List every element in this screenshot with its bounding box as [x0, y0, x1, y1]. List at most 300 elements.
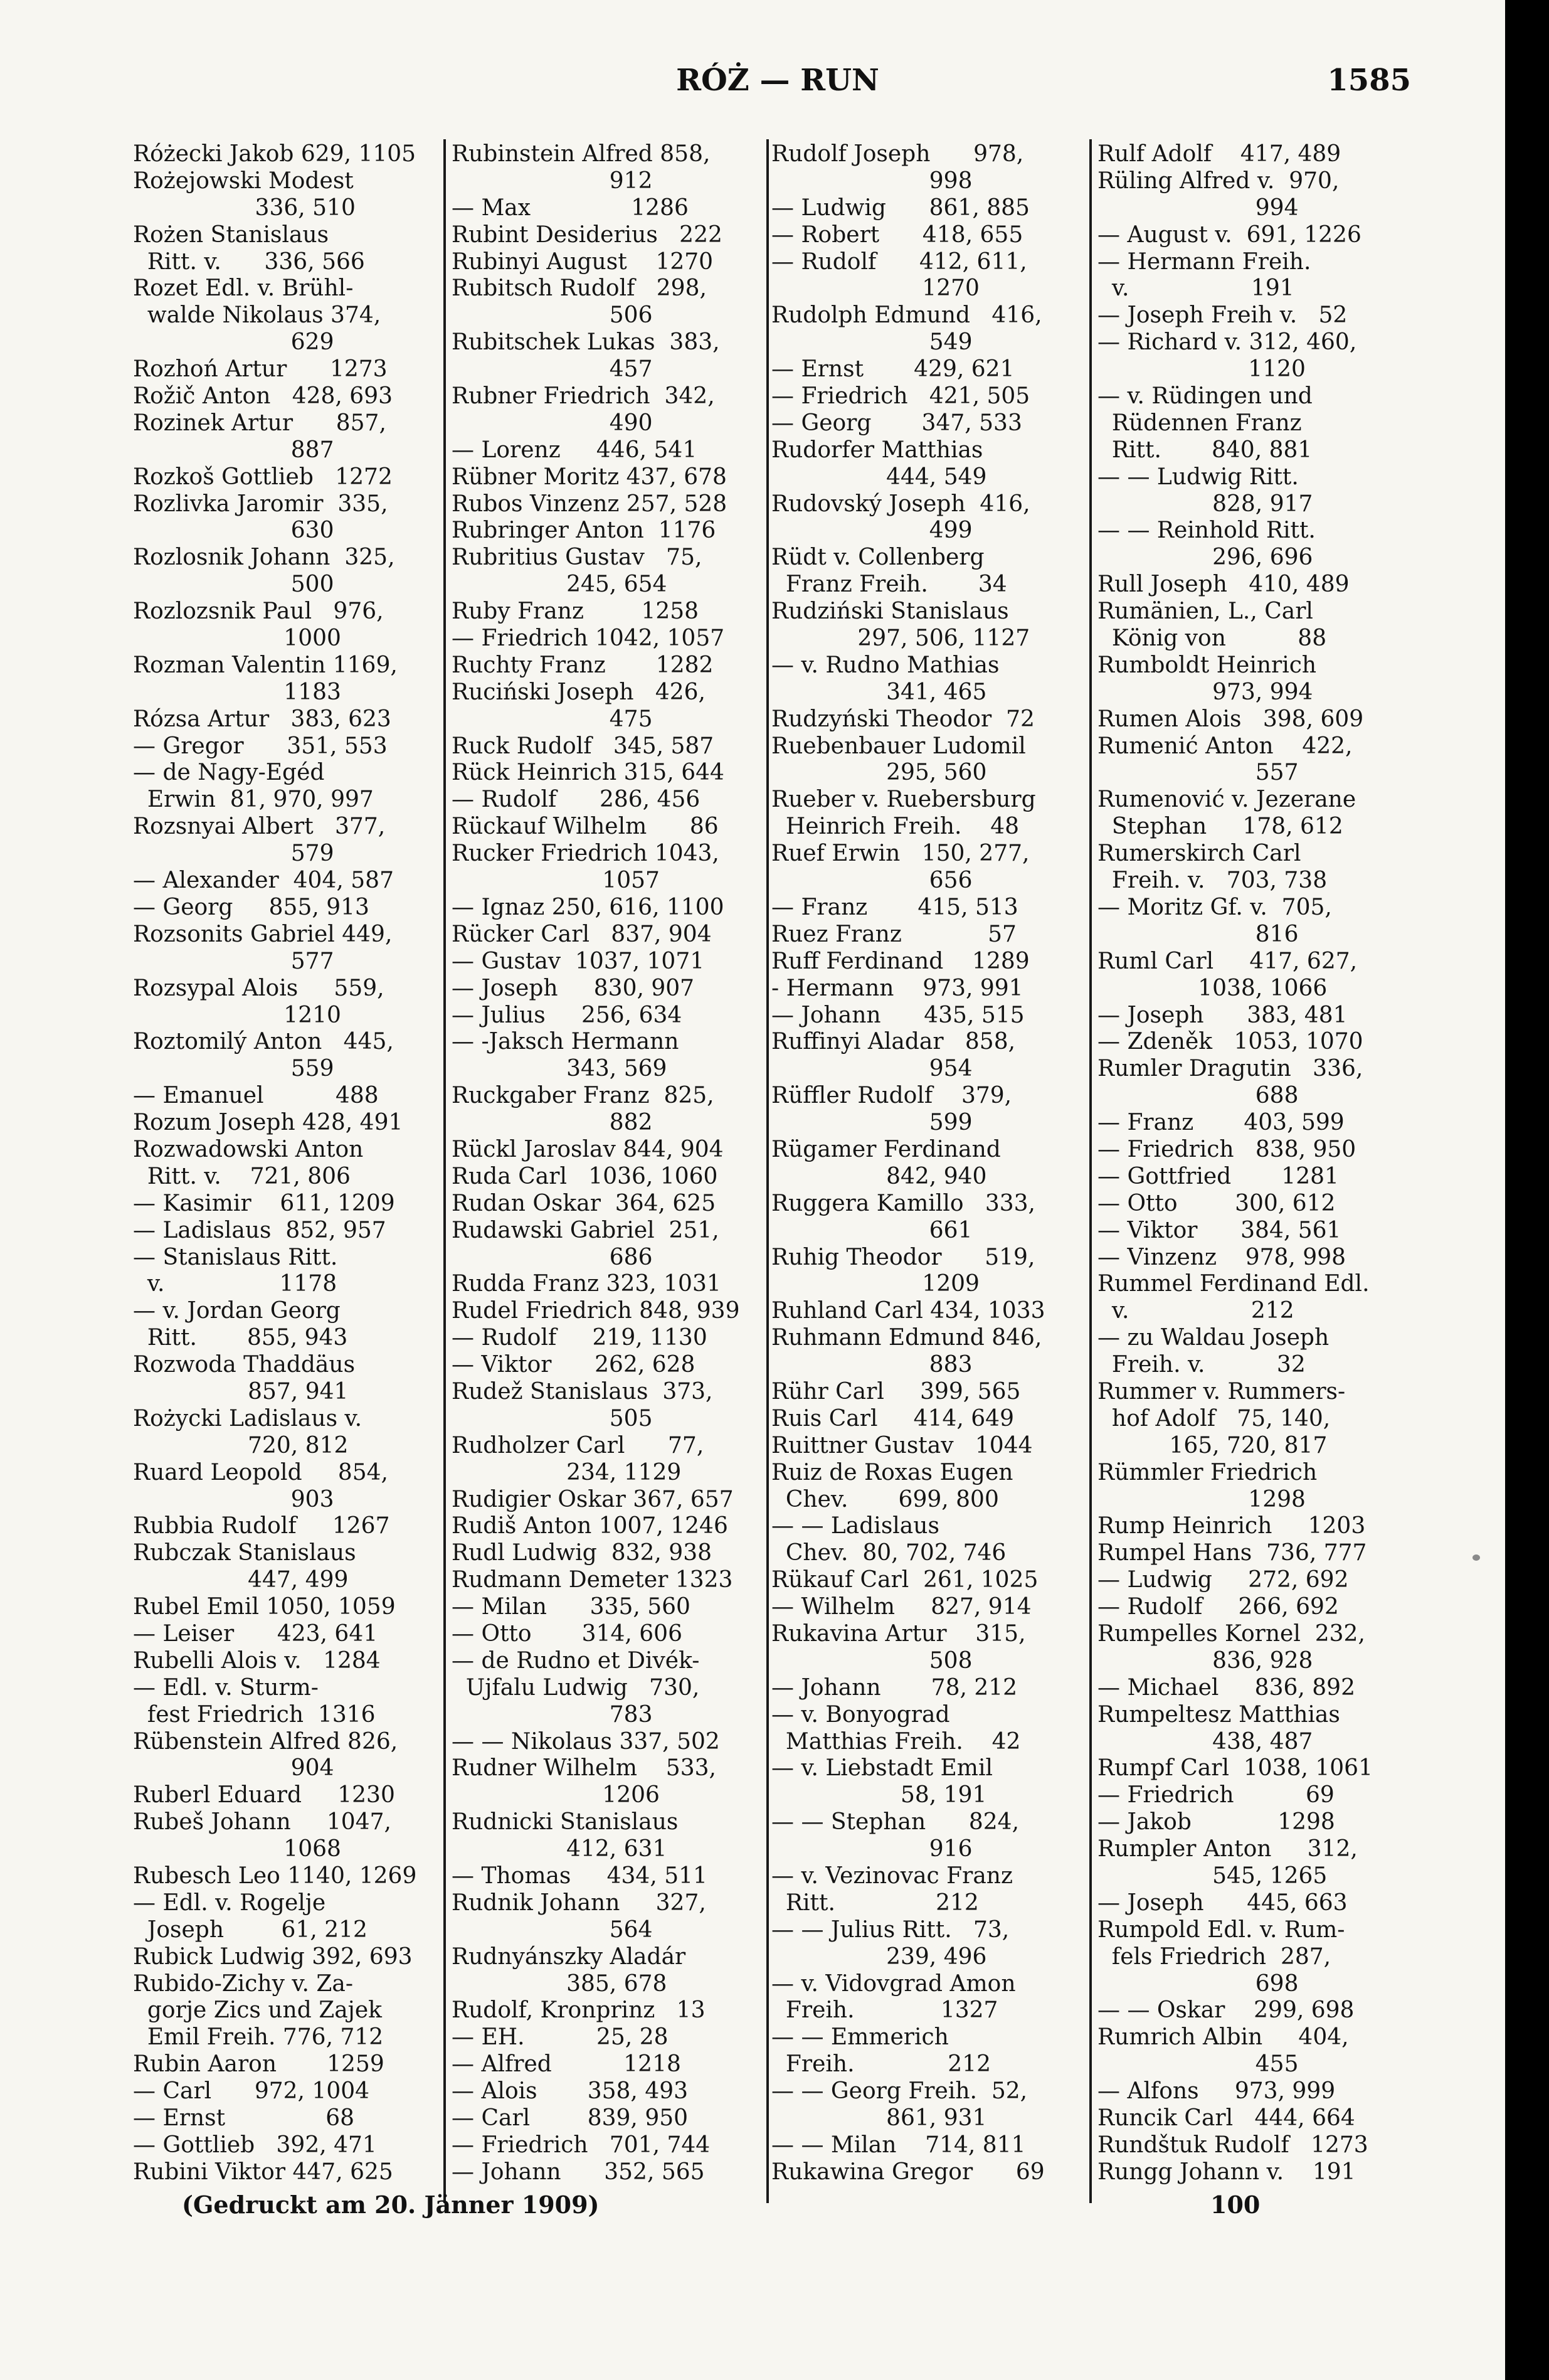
index-entry-line: Rumrich Albin 404,: [1097, 2024, 1349, 2051]
index-entry-line: — Alfons 973, 999: [1097, 2078, 1336, 2105]
index-entry-line: — Michael 836, 892: [1097, 1674, 1355, 1701]
index-entry-line: 903: [133, 1486, 334, 1512]
index-entry-line: Rudež Stanislaus 373,: [452, 1378, 713, 1405]
index-entry-line: Rühr Carl 399, 565: [771, 1378, 1021, 1405]
index-entry-line: Rumler Dragutin 336,: [1097, 1056, 1363, 1082]
index-entry-line: — Franz 403, 599: [1097, 1110, 1345, 1136]
index-entry-line: 836, 928: [1097, 1647, 1313, 1674]
index-entry-line: Rumpelles Kornel 232,: [1097, 1620, 1365, 1647]
index-entry-line: — Gregor 351, 553: [133, 733, 388, 759]
index-entry-line: — Ludwig 272, 692: [1097, 1567, 1349, 1593]
index-entry-line: — Friedrich 421, 505: [771, 383, 1030, 410]
index-entry-line: Ruis Carl 414, 649: [771, 1405, 1014, 1432]
index-entry-line: Rozhoń Artur 1273: [133, 356, 388, 383]
index-entry-line: Rudolph Edmund 416,: [771, 302, 1042, 329]
index-entry-line: Ruchty Franz 1282: [452, 652, 714, 678]
index-entry-line: Rügamer Ferdinand: [771, 1136, 1001, 1162]
index-entry-line: Ruard Leopold 854,: [133, 1459, 388, 1485]
index-entry-line: — Friedrich 701, 744: [452, 2132, 711, 2158]
index-entry-line: 549: [771, 329, 973, 356]
index-entry-line: 656: [771, 868, 973, 894]
index-entry-line: Rozinek Artur 857,: [133, 410, 386, 436]
index-entry-line: Rüdennen Franz: [1097, 410, 1302, 436]
index-entry-line: Rubint Desiderius 222: [452, 221, 722, 248]
index-entry-line: Rundštuk Rudolf 1273: [1097, 2132, 1368, 2158]
index-entry-line: — Ernst 429, 621: [771, 356, 1015, 383]
index-entry-line: v. 212: [1097, 1298, 1294, 1324]
index-entry-line: Rubbia Rudolf 1267: [133, 1513, 390, 1539]
index-entry-line: Ujfalu Ludwig 730,: [452, 1674, 700, 1701]
index-entry-line: 444, 549: [771, 464, 987, 490]
index-entry-line: Rumerskirch Carl: [1097, 841, 1301, 867]
index-entry-line: — Joseph 830, 907: [452, 975, 695, 1001]
index-entry-line: 412, 631: [452, 1836, 667, 1862]
index-entry-line: Rudel Friedrich 848, 939: [452, 1298, 740, 1324]
index-entry-line: Rücker Carl 837, 904: [452, 921, 712, 947]
index-entry-line: 882: [452, 1110, 653, 1136]
index-entry-line: Różecki Jakob 629, 1105: [133, 141, 416, 167]
index-entry-line: Ruff Ferdinand 1289: [771, 948, 1030, 974]
index-entry-line: Freih. 1327: [771, 1997, 998, 2024]
index-entry-line: 1068: [133, 1836, 341, 1862]
index-entry-line: 661: [771, 1217, 973, 1243]
index-entry-line: Joseph 61, 212: [133, 1916, 367, 1943]
index-entry-line: — v. Liebstadt Emil: [771, 1755, 993, 1782]
index-entry-line: Rudawski Gabriel 251,: [452, 1217, 719, 1243]
index-entry-line: — Friedrich 69: [1097, 1782, 1335, 1809]
index-entry-line: 165, 720, 817: [1097, 1432, 1328, 1458]
index-entry-line: — Viktor 262, 628: [452, 1352, 695, 1378]
index-entry-line: 245, 654: [452, 571, 667, 598]
index-entry-line: Rozman Valentin 1169,: [133, 652, 398, 678]
index-entry-line: — Gottlieb 392, 471: [133, 2132, 377, 2158]
index-entry-line: 1210: [133, 1002, 341, 1028]
index-entry-line: 1183: [133, 679, 341, 705]
index-column-1: [133, 141, 457, 2202]
index-entry-line: — Georg 855, 913: [133, 894, 369, 920]
index-entry-line: — — Ludwig Ritt.: [1097, 464, 1299, 490]
index-entry-line: Rukavina Artur 315,: [771, 1620, 1026, 1647]
index-entry-line: — Franz 415, 513: [771, 894, 1018, 920]
index-entry-line: Ritt. 855, 943: [133, 1325, 348, 1351]
index-entry-line: Rübenstein Alfred 826,: [133, 1728, 398, 1755]
index-entry-line: Rožič Anton 428, 693: [133, 383, 393, 410]
index-entry-line: 816: [1097, 921, 1299, 947]
index-entry-line: Rozsnyai Albert 377,: [133, 814, 386, 840]
index-entry-line: Ritt. 840, 881: [1097, 437, 1313, 463]
index-entry-line: 1209: [771, 1271, 980, 1297]
index-entry-line: Rozsypal Alois 559,: [133, 975, 384, 1001]
index-entry-line: Rubner Friedrich 342,: [452, 383, 715, 410]
index-entry-line: Rudnicki Stanislaus: [452, 1809, 679, 1835]
print-date-note: (Gedruckt am 20. Jänner 1909): [182, 2191, 600, 2219]
index-entry-line: walde Nikolaus 374,: [133, 302, 381, 329]
index-entry-line: Ruml Carl 417, 627,: [1097, 948, 1358, 974]
index-entry-line: 475: [452, 706, 653, 732]
index-entry-line: Rubin Aaron 1259: [133, 2051, 384, 2078]
index-entry-line: Rudan Oskar 364, 625: [452, 1190, 716, 1216]
index-entry-line: Rozsonits Gabriel 449,: [133, 921, 393, 947]
index-entry-line: 564: [452, 1916, 653, 1943]
index-entry-line: Rumpler Anton 312,: [1097, 1836, 1358, 1862]
index-entry-line: 438, 487: [1097, 1728, 1313, 1755]
index-entry-line: 234, 1129: [452, 1459, 682, 1485]
index-entry-line: 599: [771, 1110, 973, 1136]
index-entry-line: Ruggera Kamillo 333,: [771, 1190, 1035, 1216]
index-entry-line: gorje Zics und Zajek: [133, 1997, 382, 2024]
index-entry-line: 1038, 1066: [1097, 975, 1328, 1001]
index-entry-line: Rumänien, L., Carl: [1097, 598, 1313, 625]
index-entry-line: Rückl Jaroslav 844, 904: [452, 1136, 724, 1162]
index-entry-line: Rüdt v. Collenberg: [771, 545, 985, 571]
index-entry-line: Rubringer Anton 1176: [452, 518, 716, 544]
index-entry-line: — Viktor 384, 561: [1097, 1217, 1341, 1243]
index-entry-line: Emil Freih. 776, 712: [133, 2024, 384, 2051]
index-entry-line: Ruittner Gustav 1044: [771, 1432, 1033, 1458]
index-entry-line: Rubitsch Rudolf 298,: [452, 275, 707, 302]
index-entry-line: Rudiš Anton 1007, 1246: [452, 1513, 728, 1539]
index-entry-line: Rubinstein Alfred 858,: [452, 141, 711, 167]
index-entry-line: — Otto 314, 606: [452, 1620, 682, 1647]
index-entry-line: - Hermann 973, 991: [771, 975, 1023, 1001]
index-entry-line: — Milan 335, 560: [452, 1594, 690, 1620]
index-entry-line: 490: [452, 410, 653, 436]
index-entry-line: — v. Vezinovac Franz: [771, 1863, 1013, 1889]
index-entry-line: Rudda Franz 323, 1031: [452, 1271, 721, 1297]
index-entry-line: Rumenić Anton 422,: [1097, 733, 1353, 759]
index-entry-line: Ruiz de Roxas Eugen: [771, 1459, 1013, 1485]
index-entry-line: — Ludwig 861, 885: [771, 194, 1030, 221]
index-entry-line: — Richard v. 312, 460,: [1097, 329, 1357, 356]
index-entry-line: — Rudolf 266, 692: [1097, 1594, 1339, 1620]
index-entry-line: — Wilhelm 827, 914: [771, 1594, 1032, 1620]
index-entry-line: fels Friedrich 287,: [1097, 1943, 1331, 1970]
index-entry-line: 1270: [771, 275, 980, 302]
index-column-2: [452, 141, 775, 2202]
index-entry-line: — Gottfried 1281: [1097, 1163, 1339, 1189]
index-entry-line: Rudzyński Theodor 72: [771, 706, 1035, 732]
index-entry-line: hof Adolf 75, 140,: [1097, 1405, 1331, 1432]
index-entry-line: 499: [771, 518, 973, 544]
index-entry-line: — Joseph Freih v. 52: [1097, 302, 1348, 329]
index-entry-line: 343, 569: [452, 1056, 667, 1082]
index-entry-line: 545, 1265: [1097, 1863, 1328, 1889]
index-entry-line: Rulf Adolf 417, 489: [1097, 141, 1341, 167]
index-entry-line: Rudolf Joseph 978,: [771, 141, 1024, 167]
index-entry-line: Rumpold Edl. v. Rum-: [1097, 1916, 1345, 1943]
index-entry-line: 842, 940: [771, 1163, 987, 1189]
index-entry-line: 887: [133, 437, 334, 463]
index-entry-line: Rubczak Stanislaus: [133, 1540, 356, 1566]
index-entry-line: — Ladislaus 852, 957: [133, 1217, 386, 1243]
index-entry-line: 577: [133, 948, 334, 974]
index-entry-line: 559: [133, 1056, 334, 1082]
index-entry-line: 557: [1097, 760, 1299, 786]
index-entry-line: Heinrich Freih. 48: [771, 814, 1020, 840]
index-entry-line: Ritt. 212: [771, 1889, 979, 1916]
index-entry-line: — Friedrich 1042, 1057: [452, 625, 725, 652]
index-entry-line: König von 88: [1097, 625, 1327, 652]
index-entry-line: 341, 465: [771, 679, 987, 705]
index-entry-line: Rudovský Joseph 416,: [771, 491, 1030, 517]
index-entry-line: — v. Bonyograd: [771, 1701, 950, 1728]
index-entry-line: — v. Rüdingen und: [1097, 383, 1313, 410]
index-entry-line: — Vinzenz 978, 998: [1097, 1244, 1346, 1270]
index-entry-line: Rubesch Leo 1140, 1269: [133, 1863, 417, 1889]
index-entry-line: — Jakob 1298: [1097, 1809, 1335, 1835]
scan-speck: [1472, 1554, 1480, 1561]
index-entry-line: — Ernst 68: [133, 2105, 355, 2132]
index-entry-line: — Julius 256, 634: [452, 1002, 682, 1028]
index-entry-line: — — Georg Freih. 52,: [771, 2078, 1028, 2105]
index-entry-line: 973, 994: [1097, 679, 1313, 705]
index-entry-line: Rump Heinrich 1203: [1097, 1513, 1366, 1539]
index-entry-line: Rucker Friedrich 1043,: [452, 841, 719, 867]
index-entry-line: — Joseph 445, 663: [1097, 1889, 1348, 1916]
index-entry-line: 861, 931: [771, 2105, 987, 2132]
index-entry-line: Stephan 178, 612: [1097, 814, 1343, 840]
index-entry-line: Rummel Ferdinand Edl.: [1097, 1271, 1370, 1297]
index-entry-line: — — Reinhold Ritt.: [1097, 518, 1316, 544]
index-entry-line: 686: [452, 1244, 653, 1270]
index-entry-line: Rungg Johann v. 191: [1097, 2159, 1356, 2185]
index-entry-line: 297, 506, 1127: [771, 625, 1030, 652]
index-entry-line: Rozlozsnik Paul 976,: [133, 598, 384, 625]
index-entry-line: Rubos Vinzenz 257, 528: [452, 491, 727, 517]
index-entry-line: 455: [1097, 2051, 1299, 2078]
index-entry-line: Rumpel Hans 736, 777: [1097, 1540, 1367, 1566]
index-entry-line: 688: [1097, 1083, 1299, 1109]
index-entry-line: Rummer v. Rummers-: [1097, 1378, 1346, 1405]
index-entry-line: 506: [452, 302, 653, 329]
index-entry-line: Rubritius Gustav 75,: [452, 545, 702, 571]
index-entry-line: Ruckgaber Franz 825,: [452, 1083, 714, 1109]
index-entry-line: — Carl 839, 950: [452, 2105, 689, 2132]
index-entry-line: — — Ladislaus: [771, 1513, 939, 1539]
index-entry-line: — zu Waldau Joseph: [1097, 1325, 1330, 1351]
index-entry-line: Ruez Franz 57: [771, 921, 1017, 947]
index-entry-line: 698: [1097, 1970, 1299, 1997]
index-entry-line: — v. Jordan Georg: [133, 1298, 341, 1324]
index-entry-line: Ruhland Carl 434, 1033: [771, 1298, 1045, 1324]
index-entry-line: 629: [133, 329, 334, 356]
index-entry-line: Freih. v. 703, 738: [1097, 868, 1328, 894]
index-entry-line: Rubeš Johann 1047,: [133, 1809, 391, 1835]
index-entry-line: Rudorfer Matthias: [771, 437, 983, 463]
index-entry-line: — de Rudno et Divék-: [452, 1647, 700, 1674]
index-entry-line: Rozlosnik Johann 325,: [133, 545, 395, 571]
index-entry-line: — EH. 25, 28: [452, 2024, 669, 2051]
index-entry-line: 883: [771, 1352, 973, 1378]
index-entry-line: — Hermann Freih.: [1097, 248, 1311, 275]
index-entry-line: — — Oskar 299, 698: [1097, 1997, 1355, 2024]
index-entry-line: — Max 1286: [452, 194, 689, 221]
index-entry-line: Chev. 699, 800: [771, 1486, 999, 1512]
index-entry-line: Rudholzer Carl 77,: [452, 1432, 704, 1458]
index-entry-line: — Johann 352, 565: [452, 2159, 705, 2185]
index-entry-line: Rüffler Rudolf 379,: [771, 1083, 1012, 1109]
index-entry-line: — Robert 418, 655: [771, 221, 1023, 248]
index-entry-line: — Rudolf 286, 456: [452, 787, 700, 813]
index-entry-line: Rubini Viktor 447, 625: [133, 2159, 393, 2185]
index-entry-line: Chev. 80, 702, 746: [771, 1540, 1007, 1566]
index-entry-line: Rükauf Carl 261, 1025: [771, 1567, 1039, 1593]
index-entry-line: 912: [452, 167, 653, 194]
index-entry-line: — Johann 78, 212: [771, 1674, 1018, 1701]
index-entry-line: Ruberl Eduard 1230: [133, 1782, 395, 1809]
index-entry-line: Rożen Stanislaus: [133, 221, 329, 248]
index-entry-line: — Zdeněk 1053, 1070: [1097, 1029, 1363, 1055]
index-entry-line: Rück Heinrich 315, 644: [452, 760, 724, 786]
index-entry-line: Rubick Ludwig 392, 693: [133, 1943, 413, 1970]
index-entry-line: 447, 499: [133, 1567, 349, 1593]
index-entry-line: Ruffinyi Aladar 858,: [771, 1029, 1016, 1055]
index-entry-line: — — Milan 714, 811: [771, 2132, 1026, 2158]
index-entry-line: — Moritz Gf. v. 705,: [1097, 894, 1332, 920]
index-entry-line: — Alexander 404, 587: [133, 868, 394, 894]
index-entry-line: — — Stephan 824,: [771, 1809, 1020, 1835]
index-entry-line: Rudnyánszky Aladár: [452, 1943, 686, 1970]
index-entry-line: 58, 191: [771, 1782, 987, 1809]
index-entry-line: 1120: [1097, 356, 1306, 383]
index-entry-line: Rozet Edl. v. Brühl-: [133, 275, 354, 302]
index-entry-line: Roztomilý Anton 445,: [133, 1029, 394, 1055]
index-entry-line: Rozkoš Gottlieb 1272: [133, 464, 393, 490]
index-entry-line: Runcik Carl 444, 664: [1097, 2105, 1355, 2132]
index-entry-line: Rueber v. Ruebersburg: [771, 787, 1036, 813]
index-entry-line: Rubitschek Lukas 383,: [452, 329, 720, 356]
index-entry-line: Ruef Erwin 150, 277,: [771, 841, 1030, 867]
index-entry-line: 857, 941: [133, 1378, 349, 1405]
index-entry-line: Ritt. v. 336, 566: [133, 248, 365, 275]
index-entry-line: Rozum Joseph 428, 491: [133, 1110, 403, 1136]
index-entry-line: 508: [771, 1647, 973, 1674]
index-entry-line: — Gustav 1037, 1071: [452, 948, 705, 974]
index-entry-line: 916: [771, 1836, 973, 1862]
index-entry-line: Rubinyi August 1270: [452, 248, 714, 275]
index-entry-line: — Leiser 423, 641: [133, 1620, 378, 1647]
index-entry-line: 1000: [133, 625, 341, 652]
index-entry-line: 385, 678: [452, 1970, 667, 1997]
index-entry-line: — Edl. v. Sturm-: [133, 1674, 319, 1701]
index-entry-line: Ruda Carl 1036, 1060: [452, 1163, 718, 1189]
index-entry-line: Ruebenbauer Ludomil: [771, 733, 1026, 759]
index-entry-line: Rózsa Artur 383, 623: [133, 706, 391, 732]
index-entry-line: Erwin 81, 970, 997: [133, 787, 374, 813]
index-entry-line: 505: [452, 1405, 653, 1432]
index-entry-line: — de Nagy-Egéd: [133, 760, 325, 786]
index-entry-line: 1298: [1097, 1486, 1306, 1512]
index-entry-line: Matthias Freih. 42: [771, 1728, 1021, 1755]
index-entry-line: — Emanuel 488: [133, 1083, 379, 1109]
index-entry-line: Rumen Alois 398, 609: [1097, 706, 1364, 732]
index-entry-line: Rumenović v. Jezerane: [1097, 787, 1356, 813]
index-entry-line: — Rudolf 412, 611,: [771, 248, 1027, 275]
index-entry-line: — — Nikolaus 337, 502: [452, 1728, 720, 1755]
index-entry-line: — — Emmerich: [771, 2024, 949, 2051]
index-entry-line: — v. Vidovgrad Amon: [771, 1970, 1016, 1997]
index-entry-line: Rückauf Wilhelm 86: [452, 814, 719, 840]
index-entry-line: Rumpeltesz Matthias: [1097, 1701, 1340, 1728]
index-entry-line: Rüling Alfred v. 970,: [1097, 167, 1340, 194]
index-entry-line: — -Jaksch Hermann: [452, 1029, 679, 1055]
index-column-3: [771, 141, 1095, 2202]
index-entry-line: Rudnik Johann 327,: [452, 1889, 706, 1916]
index-entry-line: Rozwoda Thaddäus: [133, 1352, 356, 1378]
index-entry-line: Rozwadowski Anton: [133, 1136, 364, 1162]
index-entry-line: — — Julius Ritt. 73,: [771, 1916, 1010, 1943]
index-entry-line: — Joseph 383, 481: [1097, 1002, 1348, 1028]
index-entry-line: — Ignaz 250, 616, 1100: [452, 894, 724, 920]
page-title: RÓŻ — RUN: [676, 63, 879, 98]
index-entry-line: Rudmann Demeter 1323: [452, 1567, 733, 1593]
index-entry-line: Rumboldt Heinrich: [1097, 652, 1317, 678]
index-entry-line: 994: [1097, 194, 1299, 221]
index-entry-line: Rudolf, Kronprinz 13: [452, 1997, 706, 2024]
index-entry-line: 783: [452, 1701, 653, 1728]
index-entry-line: Rümmler Friedrich: [1097, 1459, 1318, 1485]
index-entry-line: Rubel Emil 1050, 1059: [133, 1594, 396, 1620]
index-entry-line: — v. Rudno Mathias: [771, 652, 1000, 678]
index-entry-line: 296, 696: [1097, 545, 1313, 571]
index-entry-line: Rudner Wilhelm 533,: [452, 1755, 716, 1782]
index-entry-line: Freih. 212: [771, 2051, 991, 2078]
index-entry-line: Ruhmann Edmund 846,: [771, 1325, 1042, 1351]
index-entry-line: Ruby Franz 1258: [452, 598, 699, 625]
index-entry-line: 336, 510: [133, 194, 356, 221]
index-entry-line: 1206: [452, 1782, 660, 1809]
page-number: 1585: [1327, 63, 1411, 98]
index-entry-line: v. 191: [1097, 275, 1294, 302]
index-entry-line: — Otto 300, 612: [1097, 1190, 1336, 1216]
index-entry-line: — Friedrich 838, 950: [1097, 1136, 1356, 1162]
index-column-4: [1097, 141, 1421, 2202]
index-entry-line: 630: [133, 518, 334, 544]
index-entry-line: — Edl. v. Rogelje: [133, 1889, 326, 1916]
signature-number: 100: [1210, 2191, 1261, 2219]
index-entry-line: 1057: [452, 868, 660, 894]
index-entry-line: fest Friedrich 1316: [133, 1701, 376, 1728]
index-entry-line: 295, 560: [771, 760, 987, 786]
index-entry-line: Rozlivka Jaromir 335,: [133, 491, 388, 517]
index-entry-line: Ruciński Joseph 426,: [452, 679, 706, 705]
index-entry-line: — Alfred 1218: [452, 2051, 681, 2078]
index-entry-line: 579: [133, 841, 334, 867]
index-entry-line: Rübner Moritz 437, 678: [452, 464, 727, 490]
index-entry-line: 720, 812: [133, 1432, 349, 1458]
index-entry-line: — Thomas 434, 511: [452, 1863, 707, 1889]
index-entry-line: — Alois 358, 493: [452, 2078, 689, 2105]
index-entry-line: 828, 917: [1097, 491, 1313, 517]
index-entry-line: 954: [771, 1056, 973, 1082]
index-entry-line: Rożycki Ladislaus v.: [133, 1405, 362, 1432]
index-entry-line: Rudigier Oskar 367, 657: [452, 1486, 734, 1512]
index-entry-line: Rull Joseph 410, 489: [1097, 571, 1350, 598]
index-entry-line: 239, 496: [771, 1943, 987, 1970]
index-entry-line: — Rudolf 219, 1130: [452, 1325, 707, 1351]
index-entry-line: Rożejowski Modest: [133, 167, 354, 194]
index-entry-line: 500: [133, 571, 334, 598]
index-entry-line: — Johann 435, 515: [771, 1002, 1025, 1028]
index-entry-line: Ruhig Theodor 519,: [771, 1244, 1035, 1270]
index-entry-line: Rubido-Zichy v. Za-: [133, 1970, 353, 1997]
index-entry-line: Rubelli Alois v. 1284: [133, 1647, 381, 1674]
index-entry-line: — Kasimir 611, 1209: [133, 1190, 395, 1216]
index-entry-line: Franz Freih. 34: [771, 571, 1007, 598]
index-entry-line: 998: [771, 167, 973, 194]
index-entry-line: 457: [452, 356, 653, 383]
index-entry-line: Ruck Rudolf 345, 587: [452, 733, 714, 759]
